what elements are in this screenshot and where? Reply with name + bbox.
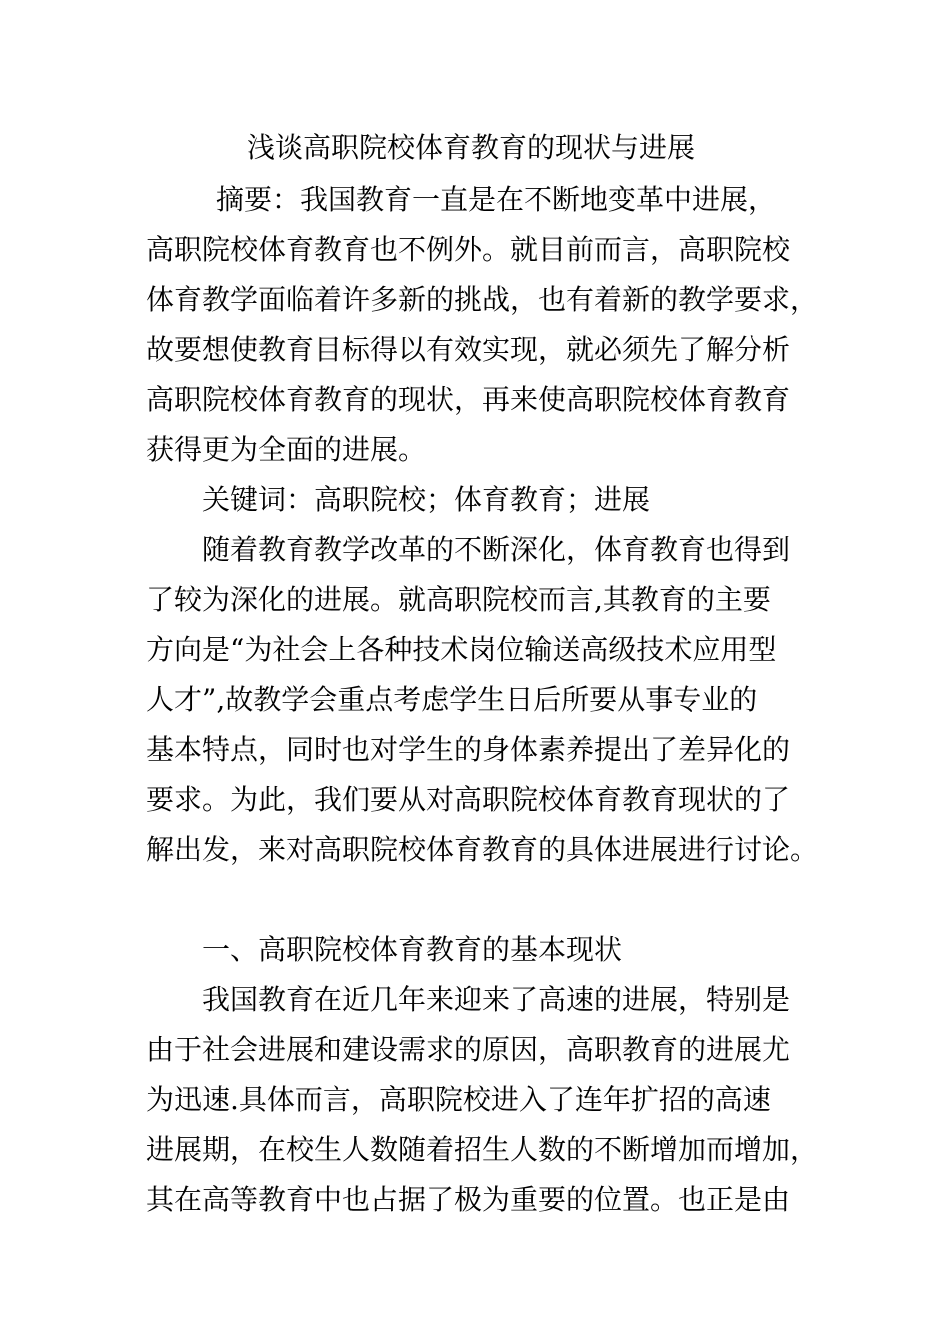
abstract-line: 故要想使教育目标得以有效实现，就必须先了解分析: [146, 333, 791, 366]
intro-line: 方向是“为社会上各种技术岗位输送高级技术应用型: [146, 633, 777, 666]
page-title: 浅谈高职院校体育教育的现状与进展: [247, 131, 696, 164]
abstract-line: 获得更为全面的进展。: [146, 433, 427, 466]
intro-line: 解出发，来对高职院校体育教育的具体进展进行讨论。: [146, 833, 819, 866]
section-body-line: 进展期，在校生人数随着招生人数的不断增加而增加，: [146, 1133, 819, 1166]
intro-line: 要求。为此，我们要从对高职院校体育教育现状的了: [146, 783, 791, 816]
intro-line: 人才”,故教学会重点考虑学生日后所要从事专业的: [146, 683, 758, 716]
keywords-line: 关键词：高职院校；体育教育；进展: [202, 483, 651, 516]
abstract-line: 高职院校体育教育的现状，再来使高职院校体育教育: [146, 383, 791, 416]
section-body-line: 由于社会进展和建设需求的原因，高职教育的进展尤: [146, 1033, 791, 1066]
intro-line: 随着教育教学改革的不断深化，体育教育也得到: [202, 533, 791, 566]
section-body-line: 我国教育在近几年来迎来了高速的进展，特别是: [202, 983, 791, 1016]
section-body-line: 其在高等教育中也占据了极为重要的位置。也正是由: [146, 1183, 791, 1216]
section-body-line: 为迅速.具体而言，高职院校进入了连年扩招的高速: [146, 1083, 771, 1116]
abstract-line: 高职院校体育教育也不例外。就目前而言，高职院校: [146, 233, 791, 266]
intro-line: 了较为深化的进展。就高职院校而言,其教育的主要: [146, 583, 771, 616]
section-heading: 一、高职院校体育教育的基本现状: [202, 933, 623, 966]
abstract-line: 体育教学面临着许多新的挑战，也有着新的教学要求，: [146, 283, 819, 316]
abstract-line: 摘要：我国教育一直是在不断地变革中进展，: [216, 183, 777, 216]
intro-line: 基本特点，同时也对学生的身体素养提出了差异化的: [146, 733, 791, 766]
